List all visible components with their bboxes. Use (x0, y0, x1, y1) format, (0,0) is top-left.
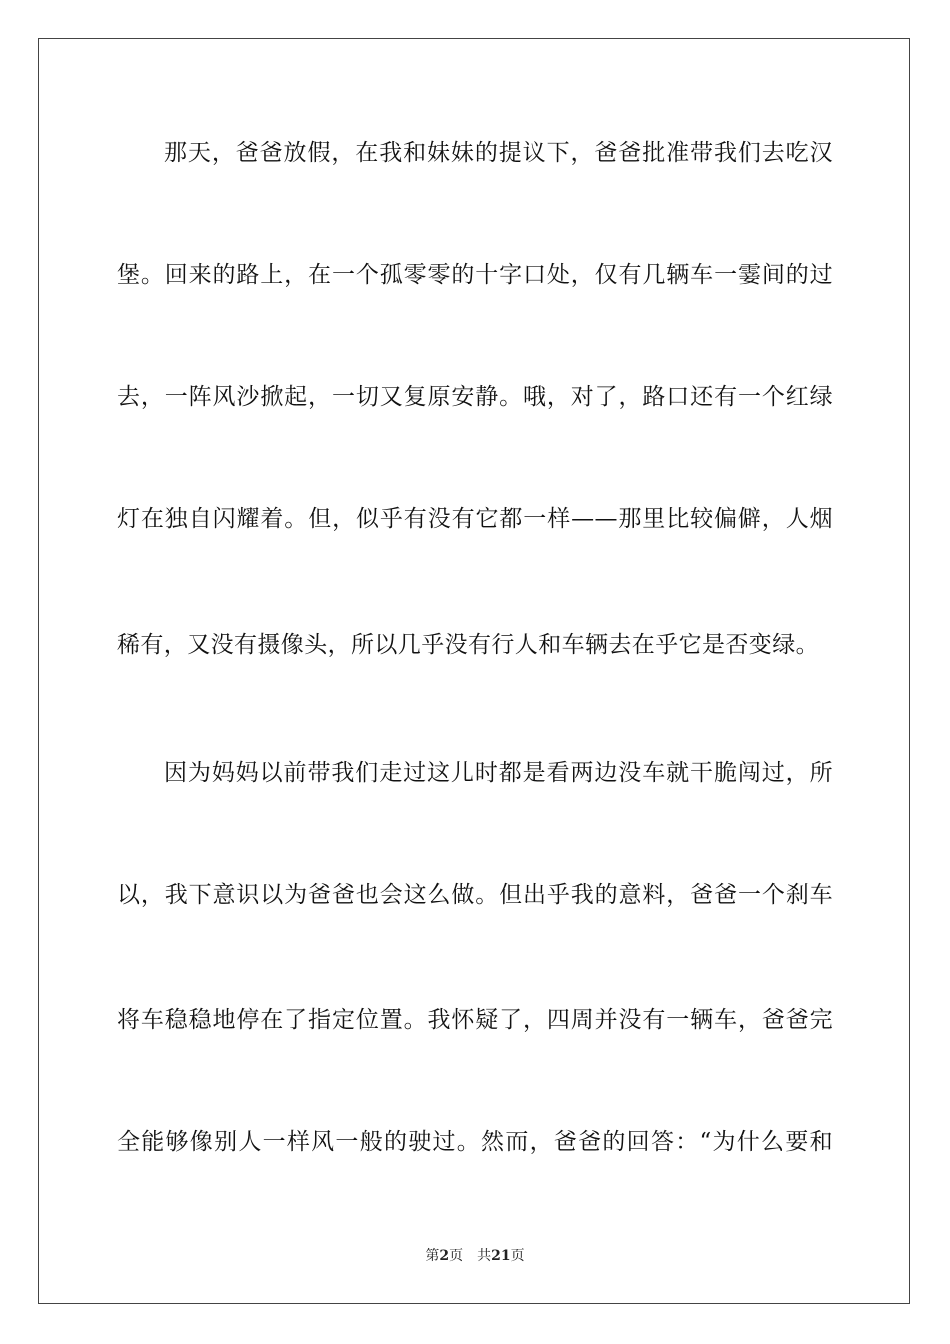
footer-total-prefix: 共 (477, 1248, 492, 1264)
footer-page-prefix: 第 (425, 1248, 440, 1264)
paragraph-1-line-4: 灯在独自闪耀着。但，似乎有没有它都一样——那里比较偏僻，人烟 (117, 506, 833, 532)
paragraph-2-line-2: 以，我下意识以为爸爸也会这么做。但出乎我的意料，爸爸一个刹车 (117, 882, 833, 908)
footer-total-suffix: 页 (510, 1248, 525, 1264)
footer-total-pages: 21 (491, 1248, 511, 1264)
paragraph-1-line-2: 堡。回来的路上，在一个孤零零的十字口处，仅有几辆车一霎间的过 (117, 262, 833, 288)
paragraph-1-line-5: 稀有，又没有摄像头，所以几乎没有行人和车辆去在乎它是否变绿。 (117, 632, 819, 658)
page-border (38, 38, 910, 1304)
paragraph-1-line-3: 去，一阵风沙掀起，一切又复原安静。哦，对了，路口还有一个红绿 (117, 384, 833, 410)
footer-page-number: 2 (439, 1248, 450, 1264)
paragraph-2-line-1: 因为妈妈以前带我们走过这儿时都是看两边没车就干脆闯过，所 (164, 760, 833, 786)
paragraph-2-line-4: 全能够像别人一样风一般的驶过。然而，爸爸的回答：“为什么要和 (117, 1129, 833, 1155)
footer-page-suffix: 页 (449, 1248, 464, 1264)
paragraph-2-line-3: 将车稳稳地停在了指定位置。我怀疑了，四周并没有一辆车，爸爸完 (117, 1007, 833, 1033)
paragraph-1-line-1: 那天，爸爸放假，在我和妹妹的提议下，爸爸批准带我们去吃汉 (164, 140, 833, 166)
page-footer (0, 1247, 950, 1265)
